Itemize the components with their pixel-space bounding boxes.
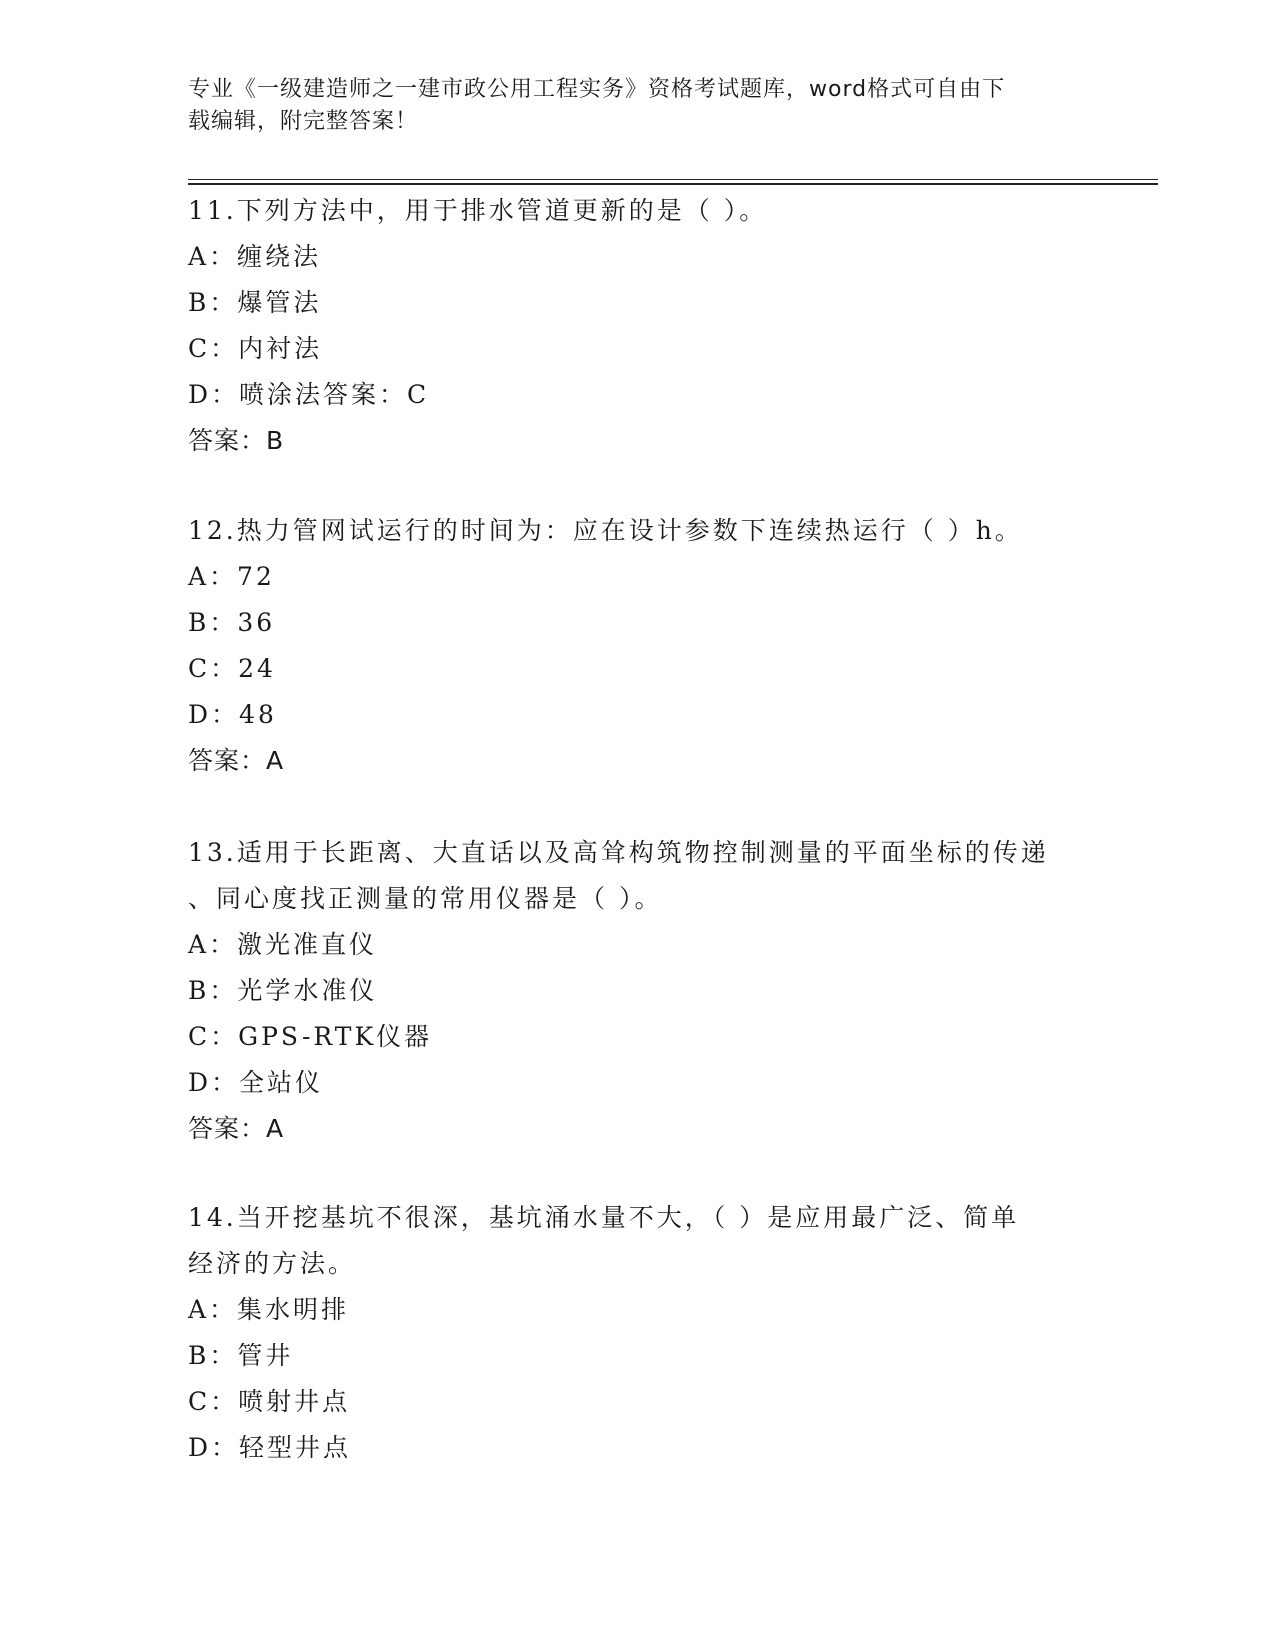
option-c: C：内衬法 bbox=[188, 334, 323, 363]
header-line-1: 专业《一级建造师之一建市政公用工程实务》资格考试题库，word格式可自由下 bbox=[188, 77, 1006, 102]
option-b: B：爆管法 bbox=[188, 288, 322, 317]
header-divider-thin bbox=[188, 179, 1158, 180]
option-c: C：24 bbox=[188, 654, 276, 683]
option-d: D：全站仪 bbox=[188, 1068, 324, 1097]
option-a: A：集水明排 bbox=[188, 1295, 350, 1324]
option-b: B：光学水准仪 bbox=[188, 976, 378, 1005]
question-14 bbox=[188, 1195, 1088, 1471]
option-a: A：72 bbox=[188, 562, 275, 591]
question-stem-line-1: 13.适用于长距离、大直话以及高耸构筑物控制测量的平面坐标的传递 bbox=[188, 838, 1049, 867]
option-a: A：缠绕法 bbox=[188, 242, 322, 271]
document-header bbox=[188, 74, 1088, 138]
header-divider-thick bbox=[188, 183, 1158, 185]
question-stem: 12.热力管网试运行的时间为：应在设计参数下连续热运行（ ）h。 bbox=[188, 516, 1023, 545]
answer-line: 答案：A bbox=[188, 1114, 285, 1143]
option-b: B：管井 bbox=[188, 1341, 294, 1370]
option-d: D：48 bbox=[188, 700, 277, 729]
question-11 bbox=[188, 188, 1088, 464]
option-c: C：GPS-RTK仪器 bbox=[188, 1022, 433, 1051]
question-stem: 11.下列方法中，用于排水管道更新的是（ ）。 bbox=[188, 196, 768, 225]
option-d: D：轻型井点 bbox=[188, 1433, 352, 1462]
option-a: A：激光准直仪 bbox=[188, 930, 378, 959]
question-stem-line-1: 14.当开挖基坑不很深，基坑涌水量不大，（ ）是应用最广泛、简单 bbox=[188, 1203, 1020, 1232]
question-stem-line-2: 经济的方法。 bbox=[188, 1249, 357, 1278]
question-stem-line-2: 、同心度找正测量的常用仪器是（ ）。 bbox=[188, 884, 663, 913]
answer-line: 答案：A bbox=[188, 746, 285, 775]
option-c: C：喷射井点 bbox=[188, 1387, 351, 1416]
option-d: D：喷涂法答案：C bbox=[188, 380, 430, 409]
answer-line: 答案：B bbox=[188, 426, 285, 455]
option-b: B：36 bbox=[188, 608, 276, 637]
question-13 bbox=[188, 830, 1088, 1152]
question-12 bbox=[188, 508, 1088, 784]
header-line-2: 载编辑，附完整答案！ bbox=[188, 109, 419, 134]
